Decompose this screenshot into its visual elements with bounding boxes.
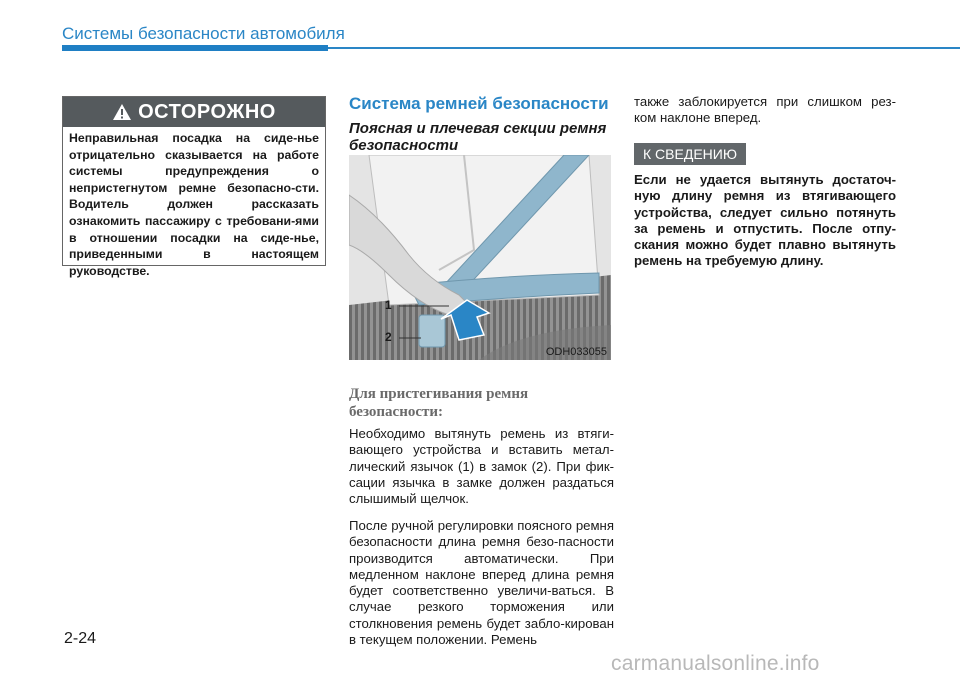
figure-code: ODH033055 — [545, 346, 607, 358]
watermark: carmanualsonline.info — [611, 652, 820, 675]
warning-triangle-icon — [112, 103, 132, 121]
intro-badge: К СВЕДЕНИЮ — [634, 143, 746, 165]
continuation-text: также заблокируется при слишком рез-ком наклоне вперед. — [634, 94, 896, 126]
procedure-heading: Для пристегивания ремня безопасности: — [349, 386, 529, 420]
warning-box — [62, 96, 326, 278]
warning-title: ОСТОРОЖНО — [138, 100, 276, 123]
paragraph-adjustment: После ручной регулировки поясного ремня безопасности длина ремня безо-пасности производится автоматически. При медленном наклоне вперед длина ремня будет соответственно увеличи-ваться. В случае резкого торможения или столкновения ремень будет забло-кирован в текущем положении. Ремень — [349, 518, 614, 648]
subsection-title: Поясная и плечевая секции ремня безопасности — [349, 120, 607, 154]
seatbelt-figure — [349, 155, 611, 360]
warning-header — [63, 97, 325, 127]
page-number: 2-24 — [64, 630, 97, 647]
header-rule-accent — [62, 45, 328, 51]
warning-text: Неправильная посадка на сиде-нье отрицательно сказывается на работе системы предупреждения о непристегнутом ремне безопасно-сти. Водитель должен рассказать ознакомить пассажиру с требовани-ями в отношении посадки на сиде-нье, приведенными в настоящем руководстве. — [69, 131, 319, 278]
figure-callout-1: 1 — [385, 298, 392, 312]
intro-text: Если не удается вытянуть достаточ-ную длину ремня из втягивающего устройства, следует сильно потянуть за ремень и отпустить. После отпу-скания можно будет плавно вытянуть ремень на требуемую длину. — [634, 172, 896, 269]
header-title: Системы безопасности автомобиля — [62, 24, 345, 43]
section-title: Система ремней безопасности — [349, 94, 609, 113]
paragraph-fastening: Необходимо вытянуть ремень из втяги-вающего устройства и вставить метал-лический язычок (1) в замок (2). При фик-сации язычка в замке должен раздаться слышимый щелчок. — [349, 426, 614, 507]
figure-callout-2: 2 — [385, 330, 392, 344]
